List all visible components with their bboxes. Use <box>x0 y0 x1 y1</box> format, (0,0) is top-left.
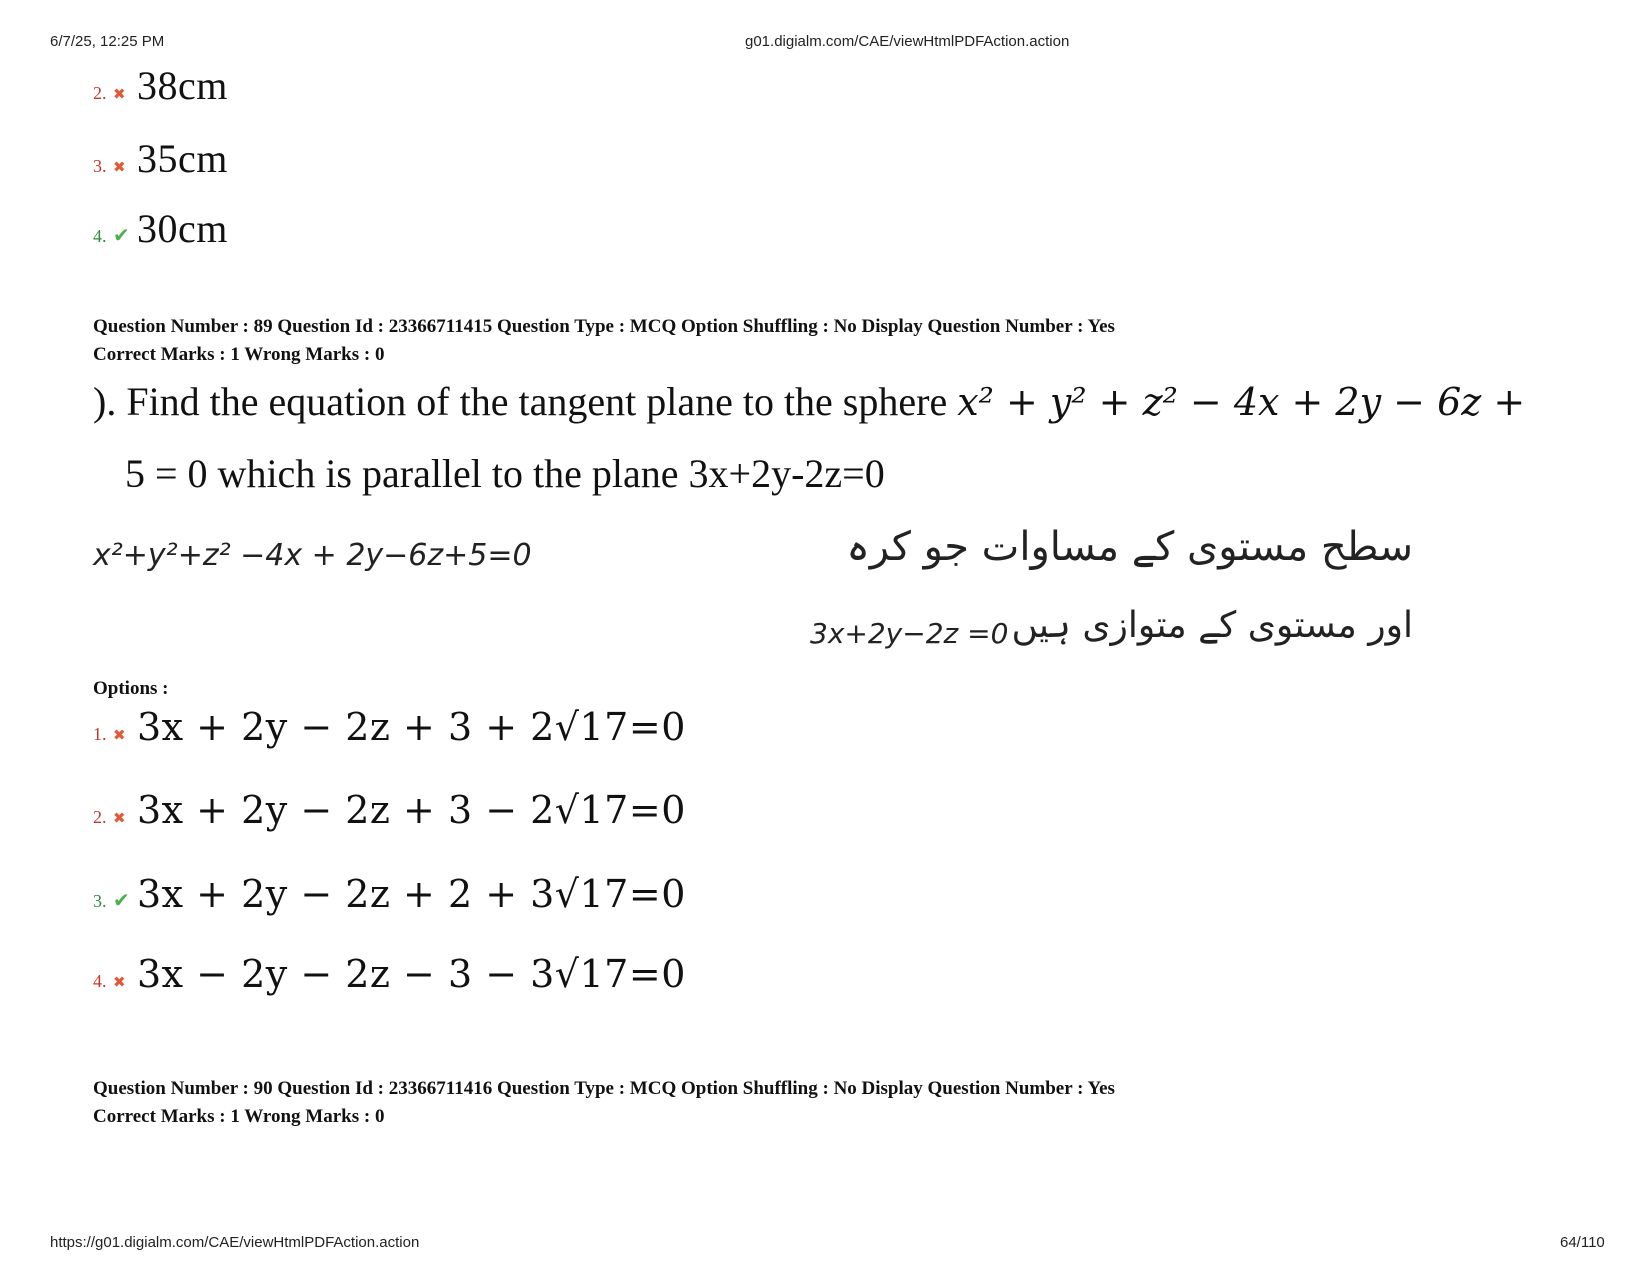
option-number: 3. <box>93 891 107 911</box>
question-text: 5 = 0 which is parallel to the plane 3x+2y-2z=0 <box>125 451 885 496</box>
option-number: 1. <box>93 724 107 744</box>
urdu-text: سطح مستوی کے مساوات جو کرہ <box>846 524 1413 570</box>
marks-meta-line: Correct Marks : 1 Wrong Marks : 0 <box>93 1106 385 1127</box>
marks-meta-line: Correct Marks : 1 Wrong Marks : 0 <box>93 344 385 365</box>
question-text: ). Find the equation of the tangent plane to the sphere <box>93 379 958 424</box>
option-text: 3x + 2y − 2z + 2 + 3√17=0 <box>137 872 686 916</box>
option-number: 4. <box>93 971 107 991</box>
urdu-translation-line-1 <box>93 520 1413 590</box>
urdu-text: اور مستوی کے متوازی ہیں <box>1011 605 1413 646</box>
prev-option-2 <box>93 62 228 109</box>
urdu-equation: x²+y²+z² −4x + 2y−6z+5=0 <box>93 538 532 573</box>
print-footer-url: https://g01.digialm.com/CAE/viewHtmlPDFAction.action <box>50 1234 420 1251</box>
cross-icon: ✖ <box>113 811 126 827</box>
urdu-equation: 3x+2y−2z =0 <box>810 617 1009 650</box>
print-datetime: 6/7/25, 12:25 PM <box>50 33 165 50</box>
question-text-line-2 <box>125 450 885 497</box>
option-text: 38cm <box>137 63 228 108</box>
option-text: 3x + 2y − 2z + 3 + 2√17=0 <box>137 705 686 749</box>
check-icon: ✔ <box>113 225 130 247</box>
option-text: 30cm <box>137 206 228 251</box>
question-89-meta <box>93 313 1115 369</box>
option-number: 2. <box>93 83 107 103</box>
page-counter: 64/110 <box>1560 1234 1605 1251</box>
option-1 <box>93 705 686 749</box>
option-number: 4. <box>93 226 107 246</box>
prev-option-4 <box>93 205 228 252</box>
question-meta-line: Question Number : 89 Question Id : 23366711415 Question Type : MCQ Option Shuffling : No Display Question Number : Yes <box>93 316 1115 337</box>
option-text: 3x + 2y − 2z + 3 − 2√17=0 <box>137 788 686 832</box>
question-meta-line: Question Number : 90 Question Id : 23366711416 Question Type : MCQ Option Shuffling : No Display Question Number : Yes <box>93 1078 1115 1099</box>
options-label: Options : <box>93 678 169 699</box>
option-text: 35cm <box>137 136 228 181</box>
option-3 <box>93 872 686 916</box>
print-page-title: g01.digialm.com/CAE/viewHtmlPDFAction.action <box>745 33 1070 50</box>
question-text-line-1 <box>93 378 1525 425</box>
prev-option-3 <box>93 135 228 182</box>
sphere-equation: x² + y² + z² − 4x + 2y − 6z + <box>957 380 1526 424</box>
urdu-translation-line-2 <box>440 605 1413 675</box>
cross-icon: ✖ <box>113 728 126 744</box>
option-number: 2. <box>93 807 107 827</box>
option-number: 3. <box>93 156 107 176</box>
question-90-meta <box>93 1075 1115 1131</box>
option-4 <box>93 952 686 996</box>
option-text: 3x − 2y − 2z − 3 − 3√17=0 <box>137 952 686 996</box>
check-icon: ✔ <box>113 890 130 912</box>
cross-icon: ✖ <box>113 87 126 103</box>
cross-icon: ✖ <box>113 975 126 991</box>
cross-icon: ✖ <box>113 160 126 176</box>
option-2 <box>93 788 686 832</box>
